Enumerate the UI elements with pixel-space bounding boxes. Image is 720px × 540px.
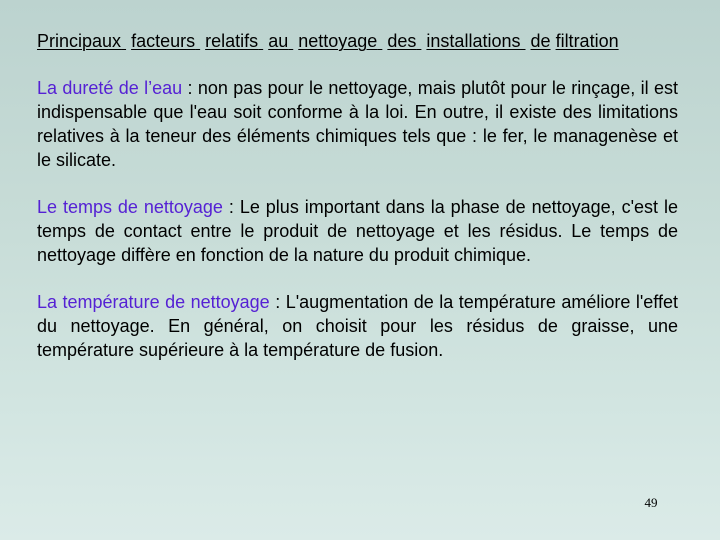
paragraph-text: : L'augmentation de la température améliore l'effet du nettoyage. En général, on choisit pour les résidus de graisse, une température supérieure à la température de fusion. bbox=[37, 292, 679, 360]
title-word: Principaux bbox=[37, 31, 122, 51]
paragraph-text: : Le plus important dans la phase de nettoyage, c'est le temps de contact entre le produit de nettoyage et les résidus. Le temps de nettoyage diffère en fonction de la nature du produit chimique. bbox=[37, 197, 678, 265]
slide-title bbox=[37, 29, 678, 53]
term-cleaning-temperature: La température de nettoyage bbox=[37, 292, 270, 312]
term-water-hardness: La dureté de l’eau bbox=[37, 78, 183, 98]
page-number: 49 bbox=[644, 495, 658, 510]
title-word: des bbox=[387, 31, 417, 51]
title-word: au bbox=[268, 31, 289, 51]
paragraph-water-hardness bbox=[37, 76, 678, 172]
title-word: installations bbox=[426, 31, 521, 51]
title-word: nettoyage bbox=[298, 31, 378, 51]
paragraph-text: : non pas pour le nettoyage, mais plutôt pour le rinçage, il est indispensable que l'eau soit conforme à la loi. En outre, il existe des limitations relatives à la teneur des éléments chimiques tels que : le fer, le managenèse et le silicate. bbox=[37, 78, 678, 170]
title-word: filtration bbox=[555, 31, 619, 51]
term-cleaning-time: Le temps de nettoyage bbox=[37, 197, 223, 217]
title-word: facteurs bbox=[131, 31, 196, 51]
paragraph-cleaning-time bbox=[37, 195, 678, 267]
title-word: de bbox=[530, 31, 551, 51]
slide-content bbox=[37, 29, 678, 385]
title-word: relatifs bbox=[205, 31, 259, 51]
paragraph-cleaning-temperature bbox=[37, 290, 678, 362]
